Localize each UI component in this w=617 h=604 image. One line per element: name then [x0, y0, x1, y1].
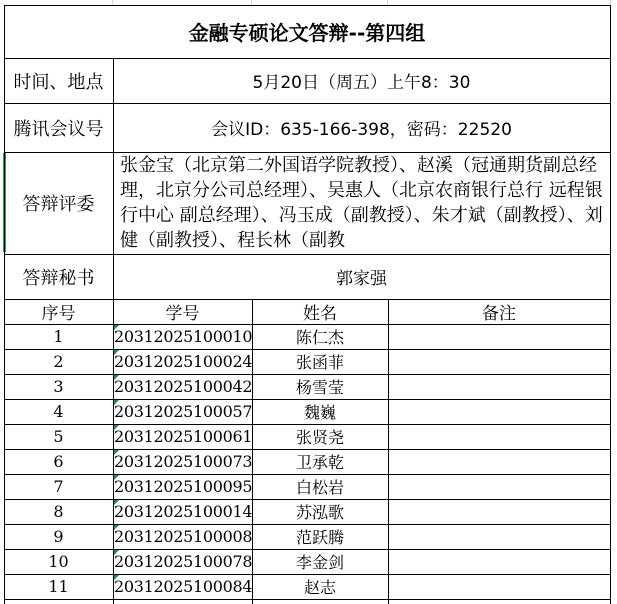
- tencent-meeting-value[interactable]: 会议ID：635-166-398，密码：22520: [211, 120, 512, 140]
- text-number-indicator-icon: [114, 575, 119, 580]
- text-number-indicator-icon: [114, 325, 119, 330]
- row-student-id[interactable]: 20312025100078: [114, 552, 252, 571]
- row-name[interactable]: 李金剑: [295, 553, 344, 572]
- secretary-value[interactable]: 郭家强: [336, 269, 387, 289]
- row-gridline: [4, 349, 611, 350]
- time-place-label[interactable]: 时间、地点: [13, 71, 104, 93]
- row-remark[interactable]: [388, 449, 610, 474]
- tencent-meeting-label[interactable]: 腾讯会议号: [13, 118, 104, 140]
- row-name[interactable]: 赵志: [303, 578, 336, 597]
- row-student-id[interactable]: 20312025100084: [114, 577, 252, 596]
- row-seq[interactable]: 7: [53, 477, 64, 496]
- row-remark[interactable]: [388, 474, 610, 499]
- row-name[interactable]: 苏泓歌: [295, 503, 344, 522]
- text-number-indicator-icon: [114, 350, 119, 355]
- row-remark[interactable]: [388, 349, 610, 374]
- row-gridline: [4, 599, 611, 600]
- row-student-id[interactable]: 20312025100042: [114, 377, 252, 396]
- row-remark[interactable]: [388, 424, 610, 449]
- row-seq[interactable]: 1: [53, 327, 64, 346]
- text-number-indicator-icon: [114, 500, 119, 505]
- header-name[interactable]: 姓名: [303, 304, 337, 324]
- row-name[interactable]: 卫承乾: [295, 453, 344, 472]
- row-name[interactable]: 陈仁杰: [295, 328, 344, 347]
- text-number-indicator-icon: [114, 475, 119, 480]
- row-seq[interactable]: 11: [48, 577, 69, 596]
- header-seq[interactable]: 序号: [41, 304, 76, 324]
- row-seq[interactable]: 2: [53, 352, 64, 371]
- row-student-id[interactable]: 20312025100024: [114, 352, 252, 371]
- row-gridline: [4, 574, 611, 575]
- row-student-id[interactable]: 20312025100073: [114, 452, 252, 471]
- row-gridline: [4, 474, 611, 475]
- row-name[interactable]: 张贤尧: [295, 428, 344, 447]
- row-seq[interactable]: 3: [53, 377, 64, 396]
- text-number-indicator-icon: [114, 550, 119, 555]
- row-seq[interactable]: 6: [53, 452, 64, 471]
- row-student-id[interactable]: 20312025100010: [114, 327, 252, 346]
- row-seq[interactable]: 8: [53, 502, 64, 521]
- row-seq[interactable]: 9: [53, 527, 64, 546]
- committee-value[interactable]: 张金宝（北京第二外国语学院教授）、赵溪（冠通期货副总经理，北京分公司总经理）、吴惠人（北京农商银行总行 远程银行中心 副总经理）、冯玉成（副教授）、朱才斌（副教授）、刘健（副教授）、程长林（副教: [120, 155, 603, 251]
- row-name[interactable]: 白松岩: [295, 478, 344, 497]
- text-number-indicator-icon: [114, 450, 119, 455]
- sheet-title[interactable]: 金融专硕论文答辩--第四组: [188, 21, 426, 45]
- text-number-indicator-icon: [114, 375, 119, 380]
- row-student-id[interactable]: 20312025100008: [114, 527, 252, 546]
- row-gridline: [4, 499, 611, 500]
- header-remark[interactable]: 备注: [482, 304, 516, 324]
- row-gridline: [4, 524, 611, 525]
- text-number-indicator-icon: [114, 425, 119, 430]
- time-place-value[interactable]: 5月20日（周五）上午8：30: [252, 73, 471, 93]
- row-student-id[interactable]: 20312025100014: [114, 502, 252, 521]
- row-student-id[interactable]: 20312025100095: [114, 477, 252, 496]
- row-remark[interactable]: [388, 549, 610, 574]
- committee-label[interactable]: 答辩评委: [22, 194, 95, 215]
- row-remark[interactable]: [388, 399, 610, 424]
- text-number-indicator-icon: [114, 400, 119, 405]
- text-number-indicator-icon: [114, 525, 119, 530]
- row-gridline: [4, 549, 611, 550]
- row-student-id[interactable]: 20312025100061: [114, 427, 252, 446]
- row-gridline: [4, 374, 611, 375]
- row-student-id[interactable]: 20312025100057: [114, 402, 252, 421]
- row-gridline: [4, 424, 611, 425]
- row-name[interactable]: 范跃腾: [295, 528, 344, 547]
- row-remark[interactable]: [388, 324, 610, 349]
- row-gridline: [4, 399, 611, 400]
- row-name[interactable]: 魏巍: [303, 403, 336, 422]
- row-seq[interactable]: 5: [53, 427, 64, 446]
- secretary-label[interactable]: 答辩秘书: [22, 267, 95, 289]
- row-remark[interactable]: [388, 374, 610, 399]
- row-gridline: [4, 449, 611, 450]
- row-seq[interactable]: 10: [48, 552, 69, 571]
- row-remark[interactable]: [388, 524, 610, 549]
- row-name[interactable]: 杨雪莹: [295, 378, 344, 397]
- row-remark[interactable]: [388, 574, 610, 599]
- row-seq[interactable]: 4: [53, 402, 64, 421]
- row-name[interactable]: 张函菲: [295, 353, 344, 372]
- row-remark[interactable]: [388, 499, 610, 524]
- header-student-id[interactable]: 学号: [165, 304, 200, 324]
